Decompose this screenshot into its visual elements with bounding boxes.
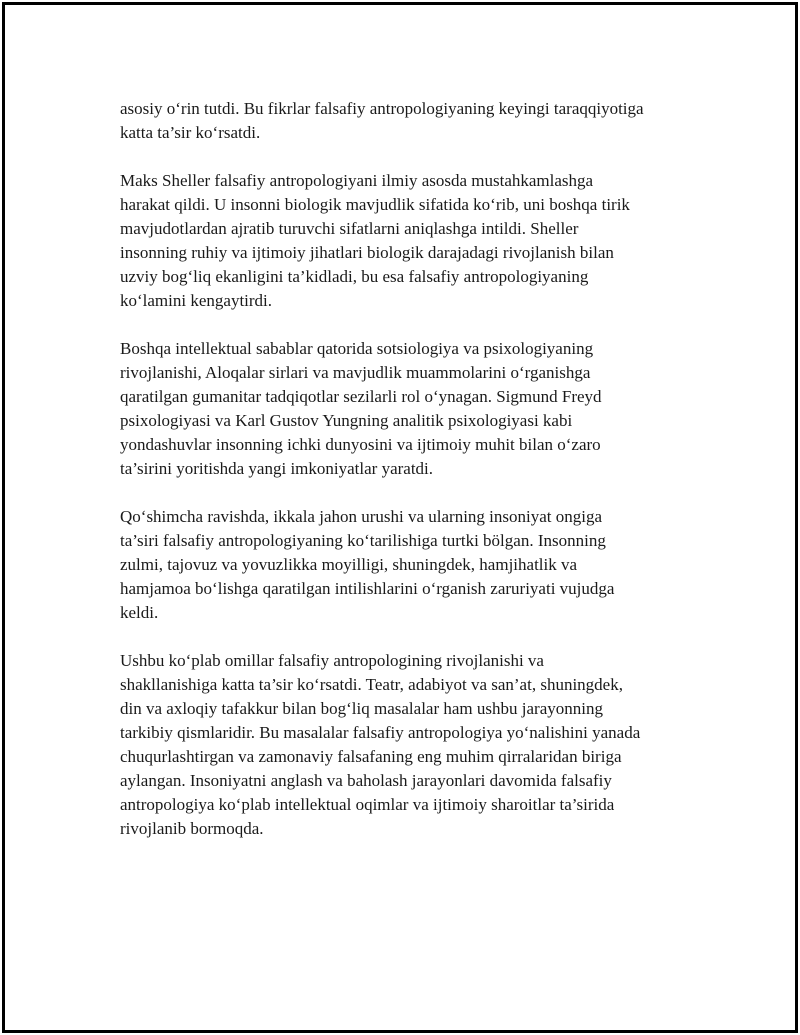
paragraph: asosiy o‘rin tutdi. Bu fikrlar falsafiy antropologiyaning keyingi taraqqiyotiga katta ta’sir ko‘rsatdi. (120, 99, 644, 142)
paragraph: Boshqa intellektual sabablar qatorida sotsiologiya va psixologiyaning rivojlanishi, Aloqalar sirlari va mavjudlik muammolarini o‘rganishga qaratilgan gumanitar tadqiqotlar sezilarli rol o‘ynagan. Sigmund Freyd psixologiyasi va Karl Gustov Yungning analitik psixologiyasi kabi yondashuvlar insonning ichki dunyosini va ijtimoiy muhit bilan o‘zaro ta’sirini yoritishda yangi imkoniyatlar yaratdi. (120, 339, 602, 478)
paragraph: Qo‘shimcha ravishda, ikkala jahon urushi va ularning insoniyat ongiga ta’siri falsafiy antropologiyaning ko‘tarilishiga turtki bölgan. Insonning zulmi, tajovuz va yovuzlikka moyilligi, shuningdek, hamjihatlik va hamjamoa bo‘lishga qaratilgan intilishlarini o‘rganish zaruriyati vujudga keldi. (120, 507, 615, 622)
paragraph: Maks Sheller falsafiy antropologiyani ilmiy asosda mustahkamlashga harakat qildi. U insonni biologik mavjudlik sifatida ko‘rib, uni boshqa tirik mavjudotlardan ajratib turuvchi sifatlarni aniqlashga intildi. Sheller insonning ruhiy va ijtimoiy jihatlari biologik darajadagi rivojlanish bilan uzviy bog‘liq ekanligini ta’kidladi, bu esa falsafiy antropologiyaning ko‘lamini kengaytirdi. (120, 171, 630, 310)
page-frame (2, 2, 798, 1033)
paragraph: Ushbu ko‘plab omillar falsafiy antropologining rivojlanishi va shakllanishiga katta ta’sir ko‘rsatdi. Teatr, adabiyot va san’at, shuningdek, din va axloqiy tafakkur bilan bog‘liq masalalar ham ushbu jarayonning tarkibiy qismlaridir. Bu masalalar falsafiy antropologiya yo‘nalishini yanada chuqurlashtirgan va zamonaviy falsafaning eng muhim qirralaridan biriga aylangan. Insoniyatni anglash va baholash jarayonlari davomida falsafiy antropologiya ko‘plab intellektual oqimlar va ijtimoiy sharoitlar ta’sirida rivojlanib bormoqda. (120, 651, 641, 838)
document-body (120, 97, 710, 865)
